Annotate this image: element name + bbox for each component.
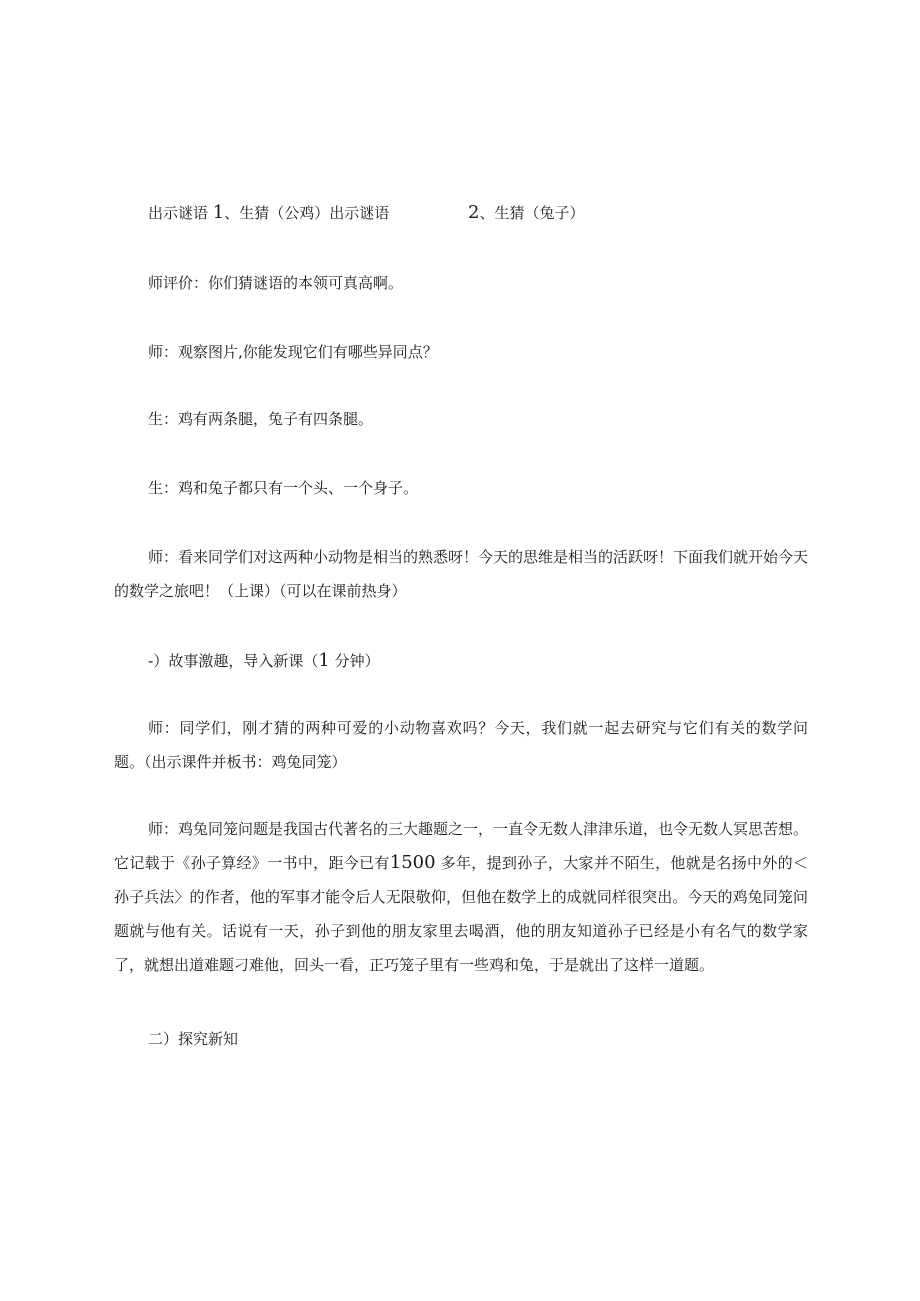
teacher-transition-paragraph: 师：看来同学们对这两种小动物是相当的熟悉呀！今天的思维是相当的活跃呀！下面我们就开始今天的数学之旅吧！（上课）（可以在课前热身） bbox=[114, 548, 809, 600]
student-answer-1: 生：鸡有两条腿，兔子有四条腿。 bbox=[148, 410, 374, 428]
section-heading-1-minutes: 1 bbox=[318, 650, 330, 671]
riddle-line-2 bbox=[468, 203, 584, 223]
riddle-intro-text: 出示谜语 bbox=[148, 204, 213, 222]
story-paragraph bbox=[114, 812, 808, 982]
section-heading-1 bbox=[148, 651, 380, 671]
riddle-line bbox=[148, 203, 389, 223]
teacher-comment: 师评价：你们猜谜语的本领可真高啊。 bbox=[148, 274, 404, 292]
riddle-number-1: 1 bbox=[212, 202, 225, 223]
teacher-question: 师：观察图片,你能发现它们有哪些异同点？ bbox=[148, 343, 438, 361]
story-years: 1500 bbox=[389, 852, 436, 873]
story-text-rest: 多年，提到孙子，大家并不陌生，他就是名扬中外的＜孙子兵法〉的作者，他的军事才能令后人无限敬仰，但他在数学上的成就同样很突出。今天的鸡兔同笼问题就与他有关。话说有一天，孙子到他的朋友家里去喝酒，他的朋友知道孙子已经是小有名气的数学家了，就想出道难题刁难他，回头一看，正巧笼子里有一些鸡和兔，于是就出了这样一道题。 bbox=[114, 854, 808, 974]
story-text-start: 师：鸡兔同笼问题是我国古代著名的三大趣题之一，一直令无数人津津乐道，也令无数人冥思苦想。它记载于《孙子算经》一书中，距今已有 bbox=[114, 820, 809, 872]
riddle-answer-2: 、生猜（兔子） bbox=[479, 204, 585, 222]
riddle-answer-1: 、生猜（公鸡）出示谜语 bbox=[224, 204, 390, 222]
section-heading-1-text: -）故事激趣，导入新课（ bbox=[148, 652, 319, 670]
section-heading-2: 二）探究新知 bbox=[148, 1030, 239, 1048]
teacher-intro-paragraph: 师：同学们，刚才猜的两种可爱的小动物喜欢吗？今天，我们就一起去研究与它们有关的数学问题。（出示课件并板书：鸡兔同笼） bbox=[114, 719, 808, 771]
student-answer-2: 生：鸡和兔子都只有一个头、一个身子。 bbox=[148, 479, 419, 497]
riddle-number-2: 2 bbox=[468, 202, 480, 223]
section-heading-1-unit: 分钟） bbox=[329, 652, 380, 670]
